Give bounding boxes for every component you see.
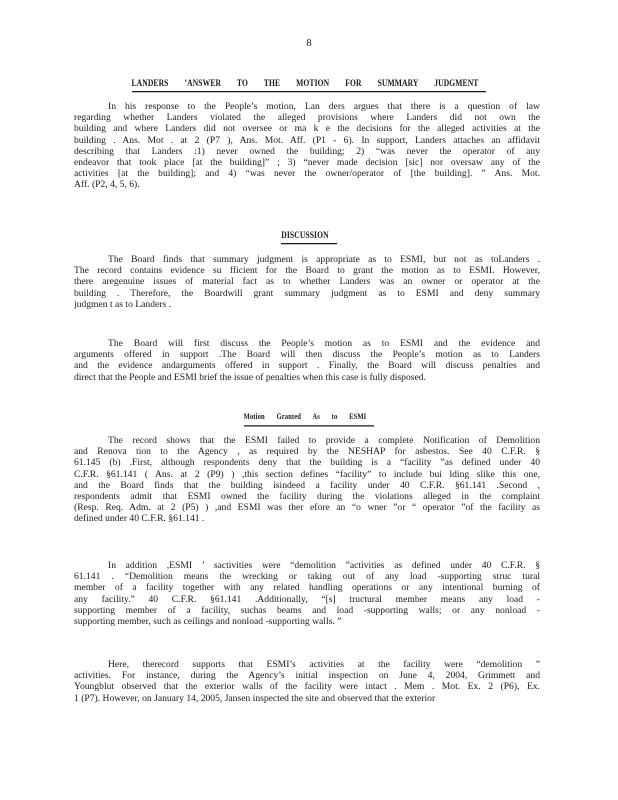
paragraph-line: describing that Landers :1) never owned the building; 2) “was never the operator of any (74, 145, 540, 157)
discussion-heading-text: DISCUSSION (281, 228, 336, 245)
paragraph-line: 61.141 . “Demolition means the wrecking or taking out of any load -supporting struc tural (74, 571, 540, 583)
paragraph-line: defined under 40 C.F.R. §61.141 . (74, 513, 205, 525)
answer-heading-text: LANDERS ’ANSWER TO THE MOTION FOR SUMMARY JUDGMENT (132, 76, 487, 93)
paragraph-line: supporting member, such as ceilings and nonload -supporting walls. ” (74, 615, 342, 627)
paragraph-esmi-2 (74, 560, 540, 627)
paragraph-line: C.F.R. §61.141 ( Ans. at 2 (P9) ) ,this section defines “facility” to include bui lding slike this one, (74, 468, 540, 480)
paragraph-line: In addition ,ESMI ’ sactivities were “demolition ”activities as defined under 40 C.F.R. § (108, 560, 540, 571)
paragraph-line: and the evidence andarguments offered in support . Finally, the Board will discuss penalties and (74, 360, 540, 372)
paragraph-line: any facility.” 40 C.F.R. §61.141 .Additionally, “[s] tructural member means any load - (74, 593, 540, 605)
paragraph-line: activities. For instance, during the Agency’s initial inspection on June 4, 2004, Grimmett and (74, 670, 540, 682)
paragraph-discussion-1 (74, 254, 540, 310)
paragraph-line: building . Therefore, the Boardwill grant summary judgment as to ESMI and deny summary (74, 287, 540, 299)
paragraph-line: there aregenuine issues of material fact as to whether Landers was an owner or operator at the (74, 276, 540, 288)
paragraph-line: 1 (P7). However, on January 14, 2005, Jansen inspected the site and observed that the exterior (74, 692, 436, 704)
paragraph-line: (Resp. Req. Adm. at 2 (P5) ) ,and ESMI was ther efore an “o wner ”or “ operator ”of the facility as (74, 502, 540, 514)
answer-heading (0, 76, 618, 93)
paragraph-line: respondents admit that ESMI owned the facility during the violations alleged in the complaint (74, 490, 540, 502)
paragraph-line: supporting member of a facility, suchas beams and load -supporting walls; or any nonload - (74, 604, 540, 616)
paragraph-esmi-1 (74, 435, 540, 525)
motion-esmi-heading (0, 409, 618, 427)
paragraph-line: activities [at the building]; and 4) “was never the owner/operator of [the building]. ” Ans. Mot. (74, 168, 540, 180)
paragraph-line: judgmen t as to Landers . (74, 298, 171, 310)
paragraph-line: and Renova tion to the Agency , as required by the NESHAP for asbestos. See 40 C.F.R. § (74, 446, 540, 458)
paragraph-line: The Board will first discuss the People’s motion as to ESMI and the evidence and (108, 338, 540, 349)
paragraph-line: building . Ans. Mot . at 2 (P7 ), Ans. Mot. Aff. (P1 - 6). In support, Landers attaches an affidavit (74, 134, 540, 146)
discussion-heading (0, 228, 618, 245)
paragraph-landers-response (74, 101, 540, 191)
paragraph-line: Youngblut observed that the exterior walls of the facility were intact . Mem . Mot. Ex. 2 (P6), Ex. (74, 681, 540, 693)
paragraph-line: In his response to the People’s motion, Lan ders argues that there is a question of law (108, 101, 540, 112)
paragraph-line: building and where Landers did not oversee or ma k e the decisions for the alleged activities at the (74, 123, 540, 135)
paragraph-line: and the Board finds that the building isindeed a facility under 40 C.F.R. §61.141 .Second , (74, 479, 540, 491)
paragraph-line: regarding whether Landers violated the alleged provisions where Landers did not own the (74, 112, 540, 124)
paragraph-line: 61.145 (b) .First, although respondents deny that the building is a “facility ”as defined under 40 (74, 457, 540, 469)
paragraph-esmi-3 (74, 659, 540, 704)
paragraph-line: The Board finds that summary judgment is appropriate as to ESMI, but not as toLanders . (108, 254, 540, 265)
paragraph-line: Aff. (P2, 4, 5, 6). (74, 179, 140, 191)
paragraph-line: arguments offered in support .The Board will then discuss the People’s motion as to Landers (74, 349, 540, 361)
paragraph-line: direct that the People and ESMI brief the issue of penalties when this case is fully disposed. (74, 371, 426, 383)
paragraph-line: endeavor that took place [at the building]” ; 3) “never made decision [sic] nor oversaw any of the (74, 156, 540, 168)
paragraph-line: Here, therecord supports that ESMI’s activities at the facility were “demolition ” (108, 659, 540, 670)
page-number: 8 (306, 38, 312, 49)
paragraph-line: member of a facility together with any related handling operations or any intentional burning of (74, 582, 540, 594)
paragraph-line: The record contains evidence su fficient for the Board to grant the motion as to ESMI. However, (74, 265, 540, 277)
paragraph-discussion-2 (74, 338, 540, 383)
motion-esmi-heading-text: Motion Granted As to ESMI (244, 410, 375, 427)
paragraph-line: The record shows that the ESMI failed to provide a complete Notification of Demolition (108, 435, 540, 446)
